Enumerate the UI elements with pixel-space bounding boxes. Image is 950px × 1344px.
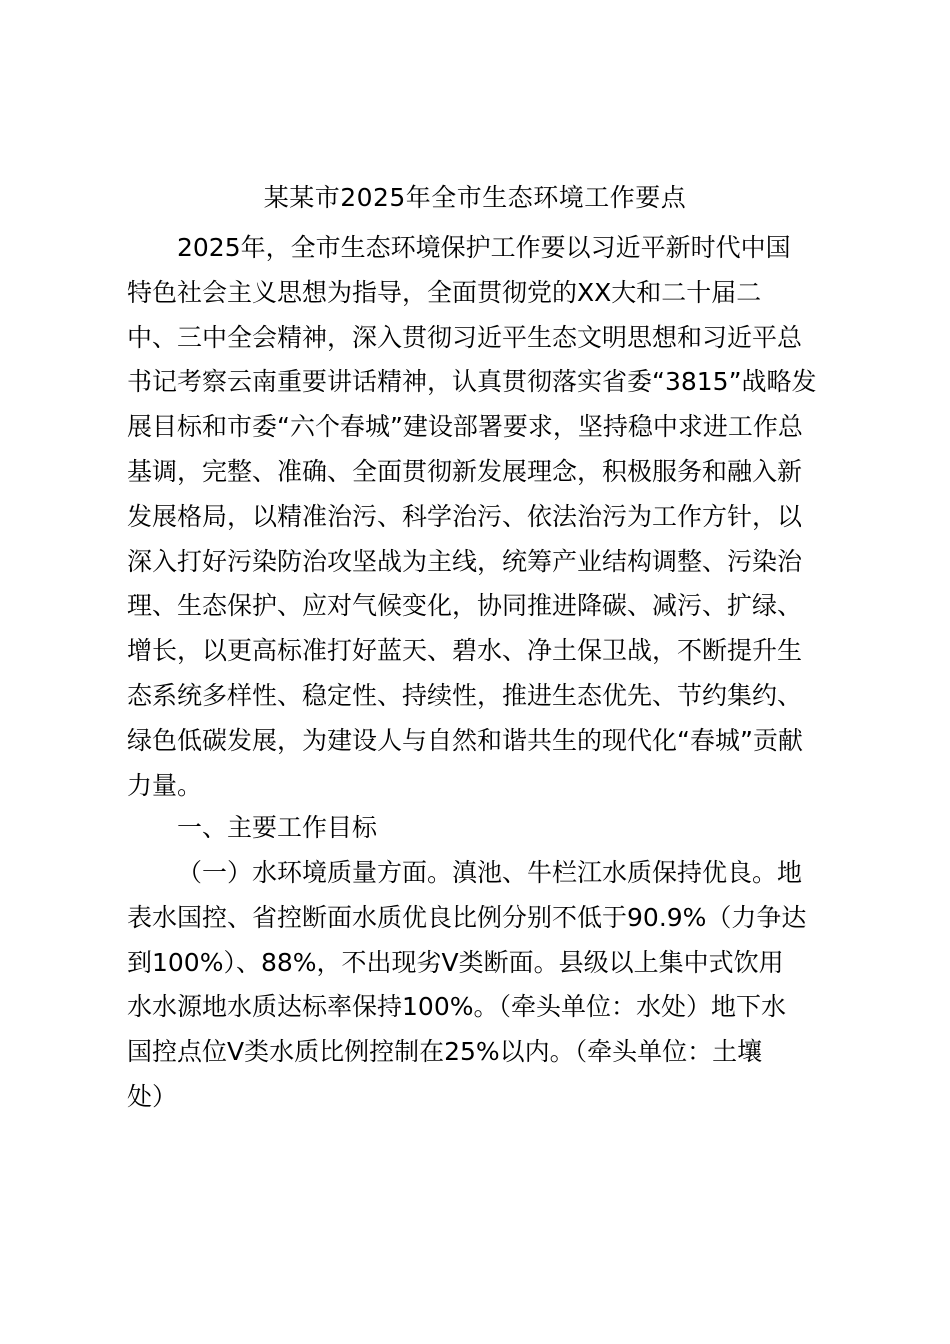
section-heading-text: 一、主要工作目标 (177, 813, 378, 842)
paragraph-line: 处） (127, 1081, 178, 1111)
paragraph-line: 2025年，全市生态环境保护工作要以习近平新时代中国 (177, 233, 791, 262)
paragraph-line: 发展格局，以精准治污、科学治污、依法治污为工作方针，以 (127, 501, 803, 531)
water-quality-paragraph (127, 851, 837, 1120)
paragraph-line: 力量。 (127, 770, 203, 800)
paragraph-line: 书记考察云南重要讲话精神，认真贯彻落实省委“3815”战略发 (127, 367, 817, 397)
paragraph-line: 水水源地水质达标率保持100%。（牵头单位：水处）地下水 (127, 992, 786, 1022)
section-heading (127, 806, 837, 851)
paragraph-line: 特色社会主义思想为指导，全面贯彻党的XX大和二十届二 (127, 277, 762, 307)
paragraph-line: 理、生态保护、应对气候变化，协同推进降碳、减污、扩绿、 (127, 591, 803, 621)
document-title: 某某市2025年全市生态环境工作要点 (263, 183, 687, 212)
paragraph-line: 中、三中全会精神，深入贯彻习近平生态文明思想和习近平总 (127, 322, 803, 352)
paragraph-line: 深入打好污染防治攻坚战为主线，统筹产业结构调整、污染治 (127, 546, 803, 576)
paragraph-line: （一）水环境质量方面。滇池、牛栏江水质保持优良。地 (177, 858, 803, 887)
paragraph-line: 增长，以更高标准打好蓝天、碧水、净土保卫战，不断提升生 (127, 636, 803, 666)
paragraph-line: 到100%）、88%，不出现劣Ⅴ类断面。县级以上集中式饮用 (127, 947, 784, 977)
paragraph-line: 展目标和市委“六个春城”建设部署要求，坚持稳中求进工作总 (127, 412, 803, 442)
paragraph-line: 国控点位Ⅴ类水质比例控制在25%以内。（牵头单位：土壤 (127, 1037, 763, 1067)
paragraph-line: 态系统多样性、稳定性、持续性，推进生态优先、节约集约、 (127, 680, 803, 710)
paragraph-line: 基调，完整、准确、全面贯彻新发展理念，积极服务和融入新 (127, 456, 803, 486)
intro-paragraph (127, 226, 837, 808)
paragraph-line: 表水国控、省控断面水质优良比例分别不低于90.9%（力争达 (127, 902, 807, 932)
paragraph-line: 绿色低碳发展，为建设人与自然和谐共生的现代化“春城”贡献 (127, 725, 803, 755)
